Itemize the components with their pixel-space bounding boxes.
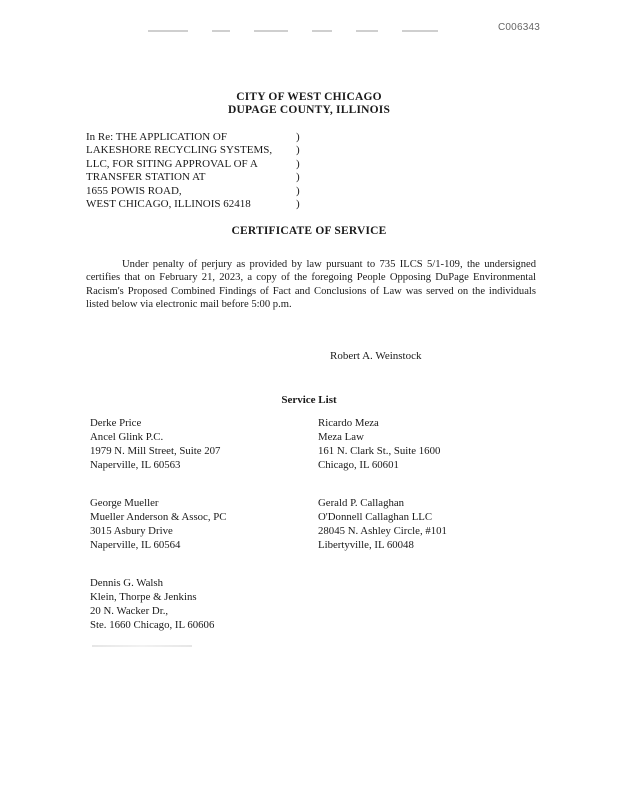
caption-row bbox=[86, 144, 306, 157]
caption-row bbox=[86, 198, 306, 211]
caption-paren: ) bbox=[296, 171, 300, 184]
recipient-name: Derke Price bbox=[90, 417, 142, 429]
recipient-firm: Mueller Anderson & Assoc, PC bbox=[90, 511, 227, 523]
caption-row-text: TRANSFER STATION AT bbox=[86, 171, 206, 184]
service-address-block bbox=[318, 416, 440, 472]
recipient-firm: Klein, Thorpe & Jenkins bbox=[90, 591, 197, 603]
recipient-firm: Meza Law bbox=[318, 431, 364, 443]
certificate-title: CERTIFICATE OF SERVICE bbox=[231, 225, 387, 237]
caption-paren: ) bbox=[296, 131, 300, 143]
recipient-street: 161 N. Clark St., Suite 1600 bbox=[318, 445, 441, 457]
recipient-street: 3015 Asbury Drive bbox=[90, 525, 173, 537]
caption-row bbox=[86, 158, 306, 171]
caption-county: DUPAGE COUNTY, ILLINOIS bbox=[227, 104, 391, 116]
bates-number: C006343 bbox=[498, 22, 540, 33]
caption-paren: ) bbox=[296, 184, 300, 197]
recipient-city: Ste. 1660 Chicago, IL 60606 bbox=[90, 619, 215, 631]
service-address-block bbox=[90, 416, 220, 472]
recipient-name: Dennis G. Walsh bbox=[90, 577, 164, 589]
certification-paragraph: Under penalty of perjury as provided by law pursuant to 735 ILCS 5/1-109, the undersigned certifies that on February 21, 2023, a copy of the foregoing People Opposing DuPage Environmental Racism's Proposed Combined Findings of Fact and Conclusions of Law was served on the individuals listed below via electronic mail before 5:00 p.m. bbox=[86, 259, 536, 310]
caption-row-text: 1655 POWIS ROAD, bbox=[86, 184, 182, 197]
recipient-name: George Mueller bbox=[90, 497, 159, 509]
case-caption-title bbox=[0, 91, 618, 117]
fax-header-marks bbox=[148, 30, 438, 34]
service-list-title: Service List bbox=[281, 394, 337, 406]
recipient-street: 28045 N. Ashley Circle, #101 bbox=[318, 525, 447, 537]
caption-paren: ) bbox=[296, 198, 300, 211]
caption-row-text: LLC, FOR SITING APPROVAL OF A bbox=[86, 157, 258, 170]
recipient-city: Naperville, IL 60564 bbox=[90, 539, 181, 551]
case-caption-block bbox=[86, 131, 306, 211]
caption-row-text: In Re: THE APPLICATION OF bbox=[86, 131, 227, 143]
service-address-block bbox=[318, 496, 447, 552]
caption-row-text: WEST CHICAGO, ILLINOIS 62418 bbox=[86, 198, 251, 211]
scan-artifact-line bbox=[92, 645, 192, 647]
service-address-block bbox=[90, 576, 214, 632]
recipient-street: 1979 N. Mill Street, Suite 207 bbox=[90, 445, 221, 457]
caption-paren: ) bbox=[296, 144, 300, 157]
recipient-city: Libertyville, IL 60048 bbox=[318, 539, 414, 551]
recipient-city: Chicago, IL 60601 bbox=[318, 459, 399, 471]
service-address-block bbox=[90, 496, 226, 552]
recipient-firm: O'Donnell Callaghan LLC bbox=[318, 511, 433, 523]
caption-row-text: LAKESHORE RECYCLING SYSTEMS, bbox=[86, 144, 273, 157]
caption-paren: ) bbox=[296, 157, 300, 170]
signature-name: Robert A. Weinstock bbox=[330, 350, 422, 362]
caption-row bbox=[86, 171, 306, 184]
caption-row bbox=[86, 131, 306, 144]
recipient-city: Naperville, IL 60563 bbox=[90, 459, 181, 471]
caption-city: CITY OF WEST CHICAGO bbox=[236, 91, 382, 103]
recipient-name: Gerald P. Callaghan bbox=[318, 497, 405, 509]
recipient-firm: Ancel Glink P.C. bbox=[90, 431, 164, 443]
caption-row bbox=[86, 185, 306, 198]
recipient-name: Ricardo Meza bbox=[318, 417, 379, 429]
recipient-street: 20 N. Wacker Dr., bbox=[90, 605, 169, 617]
